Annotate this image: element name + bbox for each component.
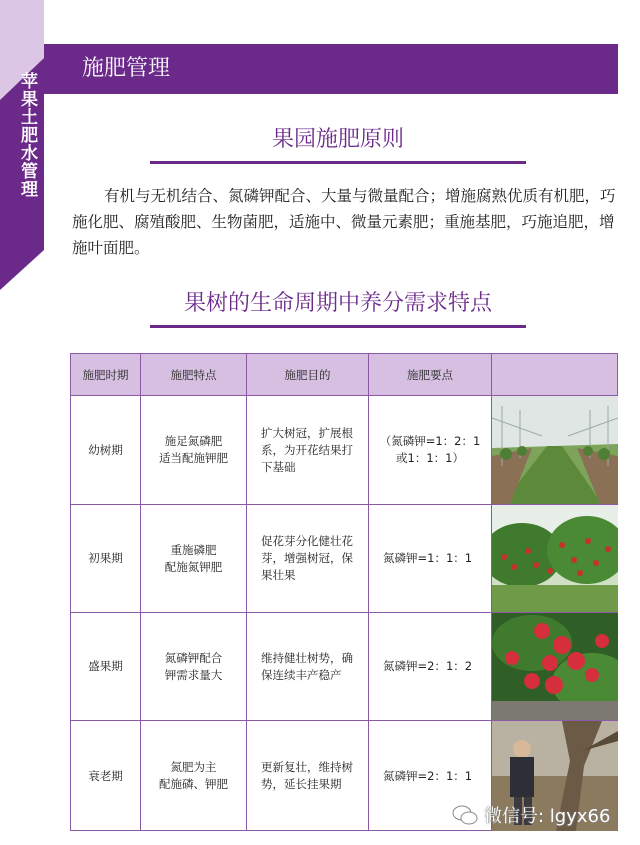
watermark-text: 微信号: lgyx66: [484, 806, 611, 827]
cell-key: 氮磷钾=1：1：1: [383, 551, 473, 565]
side-tab: [0, 0, 44, 290]
cell-feature: 氮肥为主 配施磷、钾肥: [159, 760, 228, 791]
side-tab-label: 苹果土肥水管理: [17, 72, 37, 198]
young-orchard-photo: [492, 396, 618, 504]
cell-period: 初果期: [88, 551, 123, 565]
wechat-icon: [452, 805, 478, 825]
section-title-nutrient-needs: 果树的生命周期中养分需求特点: [183, 291, 492, 316]
section-divider: [150, 161, 526, 164]
cell-purpose: 维持健壮树势，确保连续丰产稳产: [261, 650, 353, 682]
cell-feature: 氮磷钾配合 钾需求量大: [164, 650, 223, 682]
cell-key: （氮磷钾=1：2：1 或1：1：1）: [379, 434, 481, 465]
principles-paragraph: 有机与无机结合、氮磷钾配合、大量与微量配合；增施腐熟优质有机肥，巧施化肥、腐殖酸肥、生物菌肥，适施中、微量元素肥；重施基肥，巧施追肥，增施叶面肥。: [72, 187, 616, 257]
cell-purpose: 扩大树冠，扩展根系，为开花结果打下基础: [261, 425, 353, 474]
cell-period: 幼树期: [88, 442, 123, 457]
table-header-cell: [492, 354, 617, 395]
cell-purpose: 更新复壮，维持树势，延长挂果期: [261, 760, 353, 791]
early-fruit-orchard-photo: [492, 505, 618, 612]
table-header-cell: 施肥时期: [71, 354, 141, 395]
cell-key: 氮磷钾=2：1：1: [383, 768, 473, 783]
cell-period: 盛果期: [88, 659, 123, 673]
section-divider: [150, 325, 526, 328]
section-title-principles: 果园施肥原则: [271, 127, 404, 152]
cell-period: 衰老期: [88, 768, 123, 783]
table-header-cell: 施肥特点: [141, 354, 247, 395]
table-header-cell: 施肥目的: [247, 354, 369, 395]
page-title: 施肥管理: [82, 56, 171, 81]
fertilization-table: [70, 353, 618, 831]
cell-feature: 施足氮磷肥 适当配施钾肥: [159, 434, 228, 465]
cell-purpose: 促花芽分化健壮花芽，增强树冠，保果壮果: [261, 534, 353, 582]
cell-key: 氮磷钾=2：1：2: [383, 659, 473, 673]
header-bar: [44, 44, 618, 94]
cell-feature: 重施磷肥 配施氮钾肥: [164, 542, 223, 574]
watermark: [452, 802, 610, 828]
table-header-cell: 施肥要点: [369, 354, 492, 395]
red-apples-photo: [492, 613, 618, 720]
